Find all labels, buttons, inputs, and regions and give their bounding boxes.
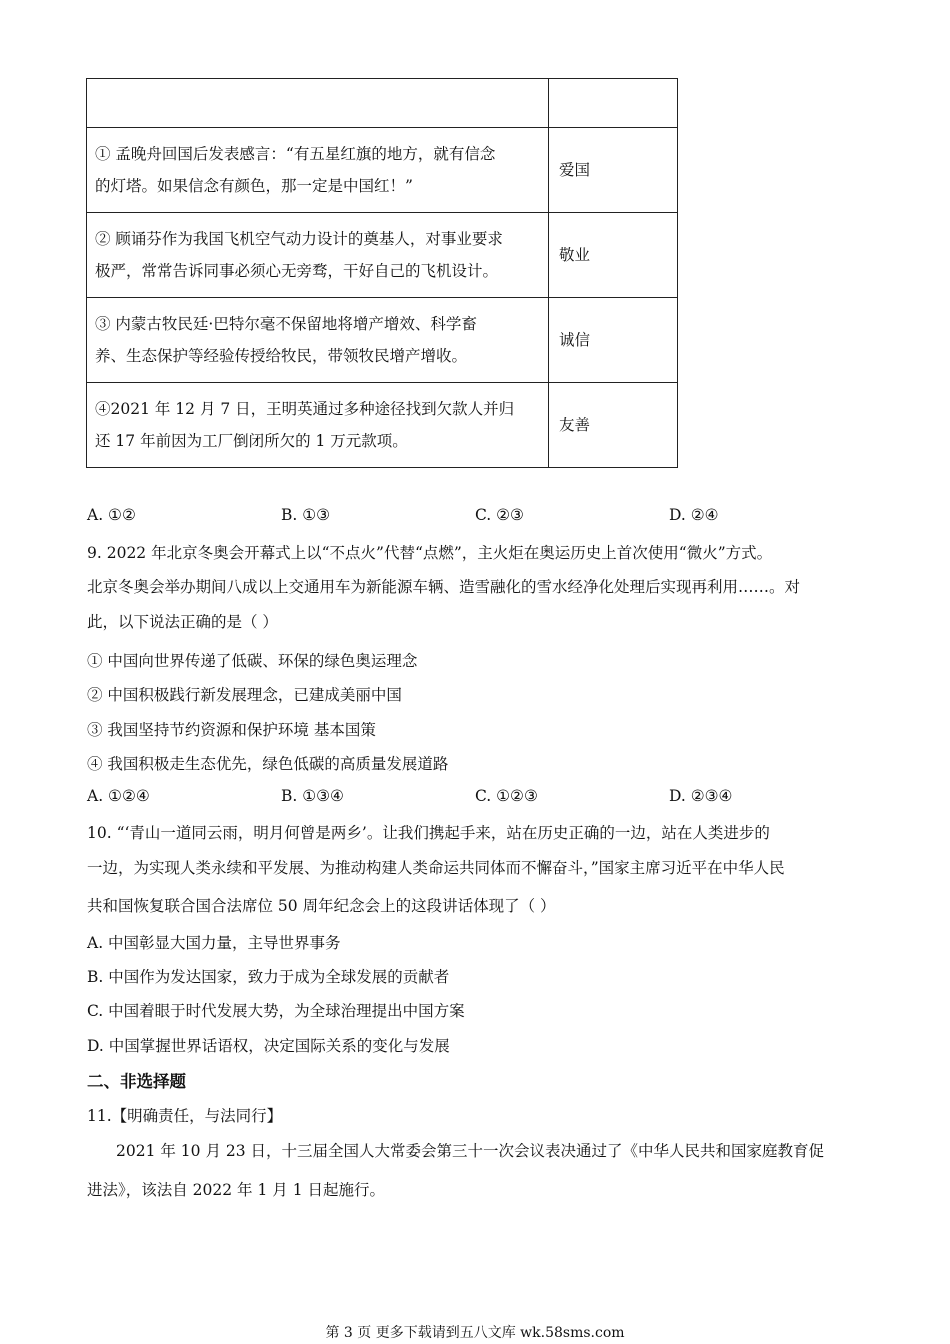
q9-item: ② 中国积极践行新发展理念，已建成美丽中国 xyxy=(87,686,402,704)
cell-line: 极严，常常告诉同事必须心无旁骛，干好自己的飞机设计。 xyxy=(95,262,499,280)
table-cell-value: 敬业 xyxy=(549,213,678,298)
q9-item: ③ 我国坚持节约资源和保护环境 基本国策 xyxy=(87,721,376,739)
q10-stem-line: 共和国恢复联合国合法席位 50 周年纪念会上的这段讲话体现了（ ） xyxy=(87,897,556,915)
q9-item: ① 中国向世界传递了低碳、环保的绿色奥运理念 xyxy=(87,652,418,670)
values-table xyxy=(86,78,678,468)
table-cell-text xyxy=(87,128,549,213)
cell-line: ① 孟晚舟回国后发表感言：“有五星红旗的地方，就有信念 xyxy=(95,145,496,163)
table-cell-value: 爱国 xyxy=(549,128,678,213)
table-header-cell xyxy=(549,79,678,128)
q11-paragraph-line: 2021 年 10 月 23 日，十三届全国人大常委会第三十一次会议表决通过了《中华人民共和国家庭教育促 xyxy=(116,1142,825,1160)
table-row xyxy=(87,128,678,213)
option-c: C. ②③ xyxy=(475,506,524,524)
option-d: D. ②③④ xyxy=(669,787,733,805)
table-cell-value: 诚信 xyxy=(549,298,678,383)
cell-line: 养、生态保护等经验传授给牧民，带领牧民增产增收。 xyxy=(95,347,468,365)
cell-line: ④2021 年 12 月 7 日，王明英通过多种途径找到欠款人并归 xyxy=(95,400,515,418)
q9-stem-line: 北京冬奥会举办期间八成以上交通用车为新能源车辆、造雪融化的雪水经净化处理后实现再利用……。对 xyxy=(87,578,801,596)
table-row xyxy=(87,383,678,468)
cell-line: ② 顾诵芬作为我国飞机空气动力设计的奠基人，对事业要求 xyxy=(95,230,503,248)
option-b: B. ①③④ xyxy=(281,787,344,805)
q10-option: C. 中国着眼于时代发展大势，为全球治理提出中国方案 xyxy=(87,1002,465,1020)
option-c: C. ①②③ xyxy=(475,787,538,805)
q10-option: D. 中国掌握世界话语权，决定国际关系的变化与发展 xyxy=(87,1037,450,1055)
q8-options xyxy=(87,506,867,532)
q10-stem-line: 10. “‘青山一道同云雨，明月何曾是两乡’。让我们携起手来，站在历史正确的一边，站在人类进步的 xyxy=(87,824,770,842)
table-header-cell xyxy=(87,79,549,128)
q9-stem-line: 9. 2022 年北京冬奥会开幕式上以“不点火”代替“点燃”，主火炬在奥运历史上首次使用“微火”方式。 xyxy=(87,544,773,562)
q10-stem-line: 一边，为实现人类永续和平发展、为推动构建人类命运共同体而不懈奋斗，”国家主席习近平在中华人民 xyxy=(87,859,785,877)
cell-line: 还 17 年前因为工厂倒闭所欠的 1 万元款项。 xyxy=(95,432,408,450)
q11-paragraph-line: 进法》，该法自 2022 年 1 月 1 日起施行。 xyxy=(87,1181,385,1199)
q11-heading: 11.【明确责任，与法同行】 xyxy=(87,1107,283,1125)
q10-option: B. 中国作为发达国家，致力于成为全球发展的贡献者 xyxy=(87,968,450,986)
table-header-row xyxy=(87,79,678,128)
option-a: A. ①② xyxy=(87,506,136,524)
cell-line: ③ 内蒙古牧民廷·巴特尔毫不保留地将增产增效、科学畜 xyxy=(95,315,477,333)
table-row xyxy=(87,298,678,383)
option-d: D. ②④ xyxy=(669,506,719,524)
table-cell-text xyxy=(87,383,549,468)
option-b: B. ①③ xyxy=(281,506,331,524)
table-cell-text xyxy=(87,298,549,383)
q9-options xyxy=(87,787,867,813)
page-footer: 第 3 页 更多下载请到五八文库 wk.58sms.com xyxy=(325,1325,625,1341)
table-cell-text xyxy=(87,213,549,298)
q9-item: ④ 我国积极走生态优先，绿色低碳的高质量发展道路 xyxy=(87,755,449,773)
table-cell-value: 友善 xyxy=(549,383,678,468)
cell-line: 的灯塔。如果信念有颜色，那一定是中国红！” xyxy=(95,177,413,195)
option-a: A. ①②④ xyxy=(87,787,150,805)
section-heading: 二、非选择题 xyxy=(87,1072,186,1091)
q10-option: A. 中国彰显大国力量，主导世界事务 xyxy=(87,934,341,952)
table-row xyxy=(87,213,678,298)
q9-stem-line: 此，以下说法正确的是（ ） xyxy=(87,613,278,631)
